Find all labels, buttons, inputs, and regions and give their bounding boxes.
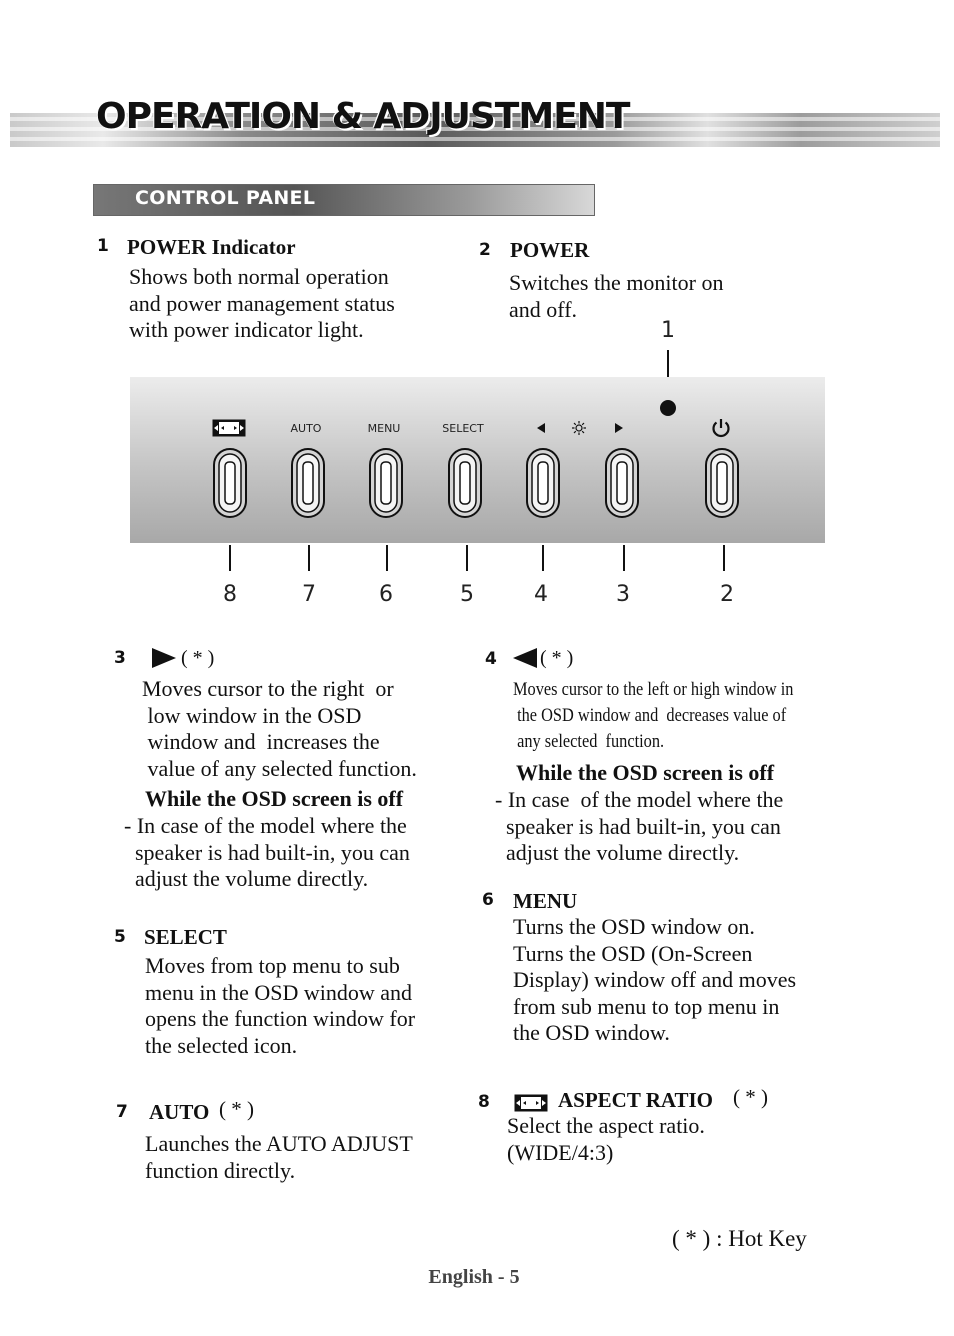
- callout-line: [723, 545, 725, 571]
- page-title: OPERATION & ADJUSTMENT: [96, 96, 630, 137]
- item-number: 3: [114, 648, 126, 668]
- power-indicator-led: [660, 400, 676, 416]
- item-title: SELECT: [144, 925, 227, 949]
- brightness-icon: [572, 421, 586, 435]
- callout-line: [308, 545, 310, 571]
- item-description: Switches the monitor on and off.: [509, 270, 724, 322]
- callout-line: [623, 545, 625, 571]
- select-button[interactable]: [448, 448, 482, 518]
- item-sub-description: - In case of the model where the speaker is had built-in, you can adjust the volume directly.: [495, 787, 784, 865]
- right-button[interactable]: [605, 448, 639, 518]
- hotkey-mark: ( * ): [219, 1097, 254, 1121]
- power-button[interactable]: [705, 448, 739, 518]
- hotkey-mark: ( * ): [733, 1085, 768, 1109]
- callout-line: [229, 545, 231, 571]
- sub-heading: While the OSD screen is off: [145, 786, 404, 811]
- callout-line: [542, 545, 544, 571]
- item-number: 8: [478, 1092, 490, 1112]
- callout-number: 8: [223, 582, 237, 607]
- callout-number: 6: [379, 582, 393, 607]
- callout-number: 7: [302, 582, 316, 607]
- panel-label-menu: MENU: [367, 422, 401, 435]
- item-title: ASPECT RATIO: [558, 1088, 714, 1112]
- item-title: POWER Indicator: [127, 235, 296, 259]
- callout-line: [386, 545, 388, 571]
- power-icon: [710, 417, 732, 439]
- item-number: 7: [116, 1102, 128, 1122]
- item-description: Moves from top menu to sub menu in the OSD window and opens the function window for the selected icon.: [145, 953, 416, 1058]
- hotkey-note: ( * ) : Hot Key: [672, 1226, 807, 1251]
- item-description: Turns the OSD window on. Turns the OSD (On-Screen Display) window off and moves from sub menu to top menu in the OSD window.: [513, 914, 797, 1045]
- item-number: 5: [114, 927, 126, 947]
- page-number: English - 5: [428, 1266, 520, 1288]
- auto-button[interactable]: [291, 448, 325, 518]
- section-title: CONTROL PANEL: [135, 187, 316, 209]
- hotkey-mark: ( * ): [181, 647, 215, 669]
- item-title: POWER: [510, 238, 590, 262]
- callout-line: [466, 545, 468, 571]
- left-button[interactable]: [526, 448, 560, 518]
- callout-number: 2: [720, 582, 734, 607]
- item-title: MENU: [513, 889, 578, 913]
- left-arrow-icon: [512, 648, 538, 668]
- item-description: Moves cursor to the left or high window in the OSD window and decreases value of any selected function.: [513, 679, 794, 752]
- menu-button[interactable]: [369, 448, 403, 518]
- hotkey-mark: ( * ): [540, 647, 574, 669]
- item-number: 4: [485, 649, 497, 669]
- item-description: Launches the AUTO ADJUST function directly.: [145, 1131, 413, 1183]
- right-arrow-icon: [151, 648, 177, 668]
- item-description: Shows both normal operation and power management status with power indicator light.: [129, 264, 395, 342]
- callout-number: 3: [616, 582, 630, 607]
- panel-label-select: SELECT: [442, 422, 484, 435]
- item-number: 1: [97, 236, 109, 256]
- item-number: 2: [479, 240, 491, 260]
- callout-number: 1: [661, 318, 675, 343]
- callout-number: 5: [460, 582, 474, 607]
- aspect-ratio-icon: [514, 1094, 548, 1112]
- panel-label-auto: AUTO: [290, 422, 322, 435]
- aspect-ratio-button[interactable]: [213, 448, 247, 518]
- right-arrow-icon: [614, 423, 624, 433]
- item-sub-description: - In case of the model where the speaker is had built-in, you can adjust the volume directly.: [124, 813, 410, 891]
- item-description: Select the aspect ratio. (WIDE/4:3): [507, 1113, 705, 1165]
- item-title: AUTO: [149, 1100, 210, 1124]
- left-arrow-icon: [536, 423, 546, 433]
- sub-heading: While the OSD screen is off: [516, 760, 775, 785]
- aspect-ratio-icon: [212, 419, 246, 437]
- item-number: 6: [482, 890, 494, 910]
- item-description: Moves cursor to the right or low window in the OSD window and increases the value of any selected function.: [142, 676, 417, 781]
- callout-number: 4: [534, 582, 548, 607]
